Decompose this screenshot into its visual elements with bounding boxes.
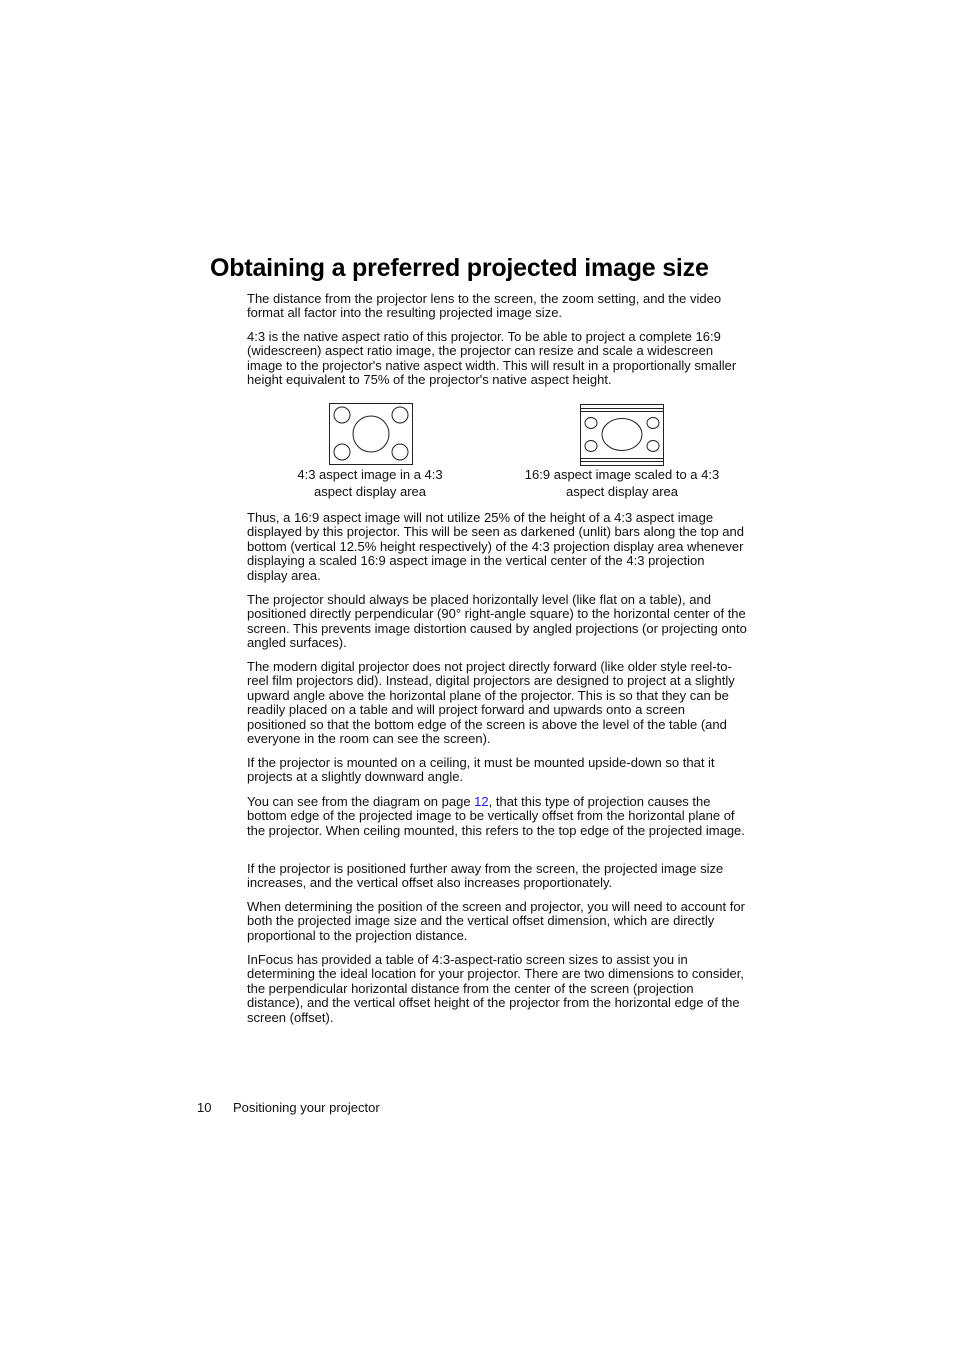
footer-section-title: Positioning your projector [233, 1100, 380, 1115]
caption-line: aspect display area [565, 484, 678, 499]
paragraph-image-size-factors: The distance from the projector lens to the screen, the zoom setting, and the video format all factor into the resulting projected image size. [247, 291, 722, 321]
page-reference-link[interactable]: 12 [474, 794, 489, 809]
paragraph-upward-projection: The modern digital projector does not project directly forward (like older style reel-to-reel film projectors did). Instead, digital projectors are designed to project at a slightly upward angle above the horizontal plane of the projector. This is so that they can be readily placed on a table and will project forward and upwards onto a screen positioned so that the bottom edge of the screen is above the level of the table (and everyone in the room can see the screen). [247, 659, 735, 747]
paragraph-unused-height: Thus, a 16:9 aspect image will not utilize 25% of the height of a 4:3 aspect image displayed by this projector. This will be seen as darkened (unlit) bars along the top and bottom (vertical 12.5% height respectively) of the 4:3 projection display area whenever displaying a scaled 16:9 aspect image in the vertical center of the 4:3 projection display area. [247, 510, 744, 583]
figure-16-9-caption [502, 466, 742, 500]
footer-page-number: 10 [197, 1100, 212, 1115]
paragraph-placement-level: The projector should always be placed horizontally level (like flat on a table), and positioned directly perpendicular (90° right-angle square) to the horizontal center of the screen. This prevents image distortion caused by angled projections (or projecting onto angled surfaces). [247, 592, 747, 651]
figure-4-3-diagram [329, 403, 413, 465]
caption-line: 4:3 aspect image in a 4:3 [297, 467, 443, 482]
caption-line: aspect display area [313, 484, 426, 499]
link-paragraph-before: You can see from the diagram on page [247, 794, 475, 809]
caption-line: 16:9 aspect image scaled to a 4:3 [524, 467, 720, 482]
paragraph-vertical-offset [247, 795, 747, 838]
page-title: Obtaining a preferred projected image size [210, 254, 709, 282]
figure-4-3-caption [280, 466, 460, 500]
figure-16-9-diagram [580, 404, 664, 466]
paragraph-ceiling-mount: If the projector is mounted on a ceiling, it must be mounted upside-down so that it projects at a slightly downward angle. [247, 755, 715, 785]
paragraph-screen-size-table: InFocus has provided a table of 4:3-aspect-ratio screen sizes to assist you in determining the ideal location for your projector. There are two dimensions to consider, the perpendicular horizontal distance from the center of the screen (projection distance), and the vertical offset height of the projector from the horizontal edge of the screen (offset). [247, 952, 744, 1025]
paragraph-native-aspect: 4:3 is the native aspect ratio of this projector. To be able to project a complete 16:9 (widescreen) aspect ratio image, the projector can resize and scale a widescreen image to the projector's native aspect width. This will result in a proportionally smaller height equivalent to 75% of the projector's native aspect height. [247, 329, 737, 388]
paragraph-distance-increase: If the projector is positioned further away from the screen, the projected image size increases, and the vertical offset also increases proportionately. [247, 861, 724, 891]
paragraph-account-dimensions: When determining the position of the screen and projector, you will need to account for both the projected image size and the vertical offset dimension, which are directly proportional to the projection distance. [247, 899, 745, 943]
link-paragraph-after: , that this type of projection causes the bottom edge of the projected image to be vertically offset from the horizontal plane of the projector. When ceiling mounted, this refers to the top edge of the projected image. [247, 794, 745, 838]
